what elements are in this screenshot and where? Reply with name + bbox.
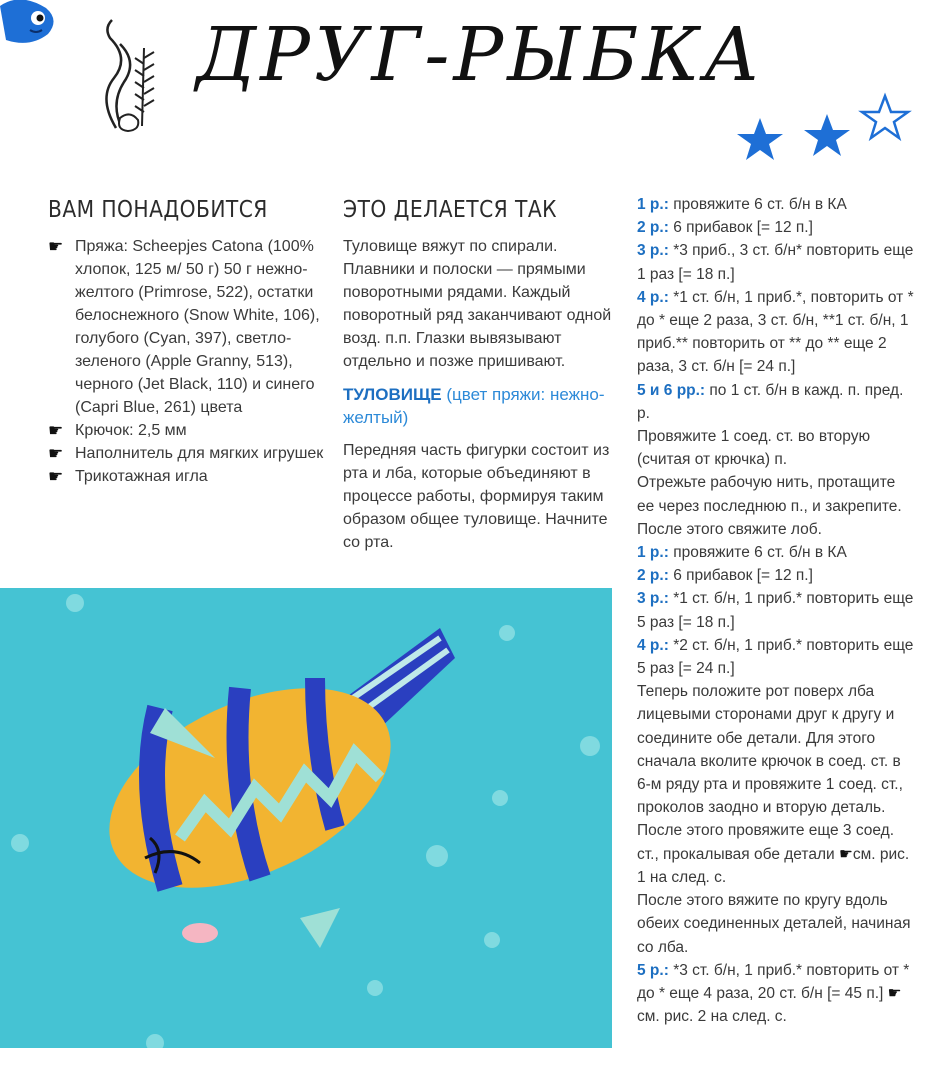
materials-list bbox=[48, 235, 328, 488]
materials-heading: ВАМ ПОНАДОБИТСЯ bbox=[48, 197, 268, 223]
seaweed-icon bbox=[86, 18, 166, 133]
fish-photo bbox=[0, 588, 612, 1048]
material-needle: Трикотажная игла bbox=[75, 468, 208, 485]
page-title: ДРУГ-РЫБКА bbox=[196, 12, 764, 98]
row-4: 4 р.: *1 ст. б/н, 1 приб.*, повторить от * до * еще 2 раза, 3 ст. б/н, **1 ст. б/н, 1 приб.** повторить от ** до ** еще 2 раза, 3 ст. б/н [= 24 п.] bbox=[637, 288, 914, 376]
body-text: Передняя часть фигурки состоит из рта и лба, которые объединяют в процессе работы, формируя таким образом общее туловище. Начните со рта. bbox=[343, 442, 610, 551]
fish-icon bbox=[0, 0, 62, 52]
list-item bbox=[48, 465, 328, 488]
body-heading: ТУЛОВИЩЕ bbox=[343, 385, 442, 404]
row-1: 1 р.: провяжите 6 ст. б/н в КА bbox=[637, 196, 847, 213]
row-5: 5 р.: *3 ст. б/н, 1 приб.* повторить от * до * еще 4 раза, 20 ст. б/н [= 45 п.] ☛см. рис. 2 на след. с. bbox=[637, 961, 910, 1026]
howto-column bbox=[343, 235, 613, 554]
howto-intro: Туловище вяжут по спирали. Плавники и полоски — прямыми поворотными рядами. Каждый поворотный ряд заканчивают одной возд. п.п. Глазки вывязывают отдельно и позже пришивают. bbox=[343, 238, 612, 370]
body-yarn-color: (цвет пряжи: нежно-желтый) bbox=[343, 385, 605, 427]
forehead-row-4: 4 р.: *2 ст. б/н, 1 приб.* повторить еще 5 раз [= 24 п.] bbox=[637, 636, 914, 678]
star-icon bbox=[735, 92, 915, 172]
pointing-hand-icon: ☛ bbox=[838, 845, 853, 863]
paragraph: После этого вяжите по кругу вдоль обеих соединенных деталей, начиная со лба. bbox=[637, 892, 911, 956]
pointing-hand-icon: ☛ bbox=[887, 984, 902, 1002]
paragraph: Провяжите 1 соед. ст. во вторую (считая от крючка) п. bbox=[637, 428, 871, 469]
howto-heading: ЭТО ДЕЛАЕТСЯ ТАК bbox=[343, 197, 557, 223]
material-hook: Крючок: 2,5 мм bbox=[75, 422, 187, 439]
paragraph: После этого свяжите лоб. bbox=[637, 520, 822, 538]
pointing-hand-icon: ☛ bbox=[48, 467, 64, 486]
forehead-row-3: 3 р.: *1 ст. б/н, 1 приб.* повторить еще 5 раз [= 18 п.] bbox=[637, 590, 914, 631]
list-item bbox=[48, 442, 328, 465]
forehead-row-1: 1 р.: провяжите 6 ст. б/н в КА bbox=[637, 544, 847, 562]
forehead-row-2: 2 р.: 6 прибавок [= 12 п.] bbox=[637, 567, 813, 585]
row-2: 2 р.: 6 прибавок [= 12 п.] bbox=[637, 219, 813, 237]
material-yarn: Пряжа: Scheepjes Catona (100% хлопок, 125 м/ 50 г) 50 г нежно-желтого (Primrose, 522), остатки белоснежного (Snow White, 106), голубого (Cyan, 397), светло-зеленого (Apple Granny, 513), черного (Jet Black, 110) и синего (Capri Blue, 261) цвета bbox=[75, 238, 320, 416]
row-5-6: 5 и 6 рр.: по 1 ст. б/н в кажд. п. пред. р. bbox=[637, 381, 904, 422]
crochet-fish-illustration bbox=[0, 588, 612, 1048]
rows-column bbox=[637, 193, 915, 1028]
list-item bbox=[48, 419, 328, 442]
paragraph: Отрежьте рабочую нить, протащите ее через последнюю п., и закрепите. bbox=[637, 474, 902, 515]
row-3: 3 р.: *3 приб., 3 ст. б/н* повторить еще 1 раз [= 18 п.] bbox=[637, 242, 914, 283]
pointing-hand-icon: ☛ bbox=[48, 237, 64, 256]
paragraph: Теперь положите рот поверх лба лицевыми сторонами друг к другу и соедините обе детали. Для этого сначала вколите крючок в соед. ст. в 6-м ряду рта и провяжите 1 соед. ст., проколов заодно и вторую деталь. После этого провяжите еще 3 соед. ст., прокалывая обе детали ☛см. рис. 1 на след. с. bbox=[637, 683, 910, 886]
material-stuffing: Наполнитель для мягких игрушек bbox=[75, 445, 324, 462]
body-section-heading bbox=[343, 383, 613, 429]
list-item bbox=[48, 235, 328, 419]
pointing-hand-icon: ☛ bbox=[48, 421, 64, 440]
pointing-hand-icon: ☛ bbox=[48, 444, 64, 463]
